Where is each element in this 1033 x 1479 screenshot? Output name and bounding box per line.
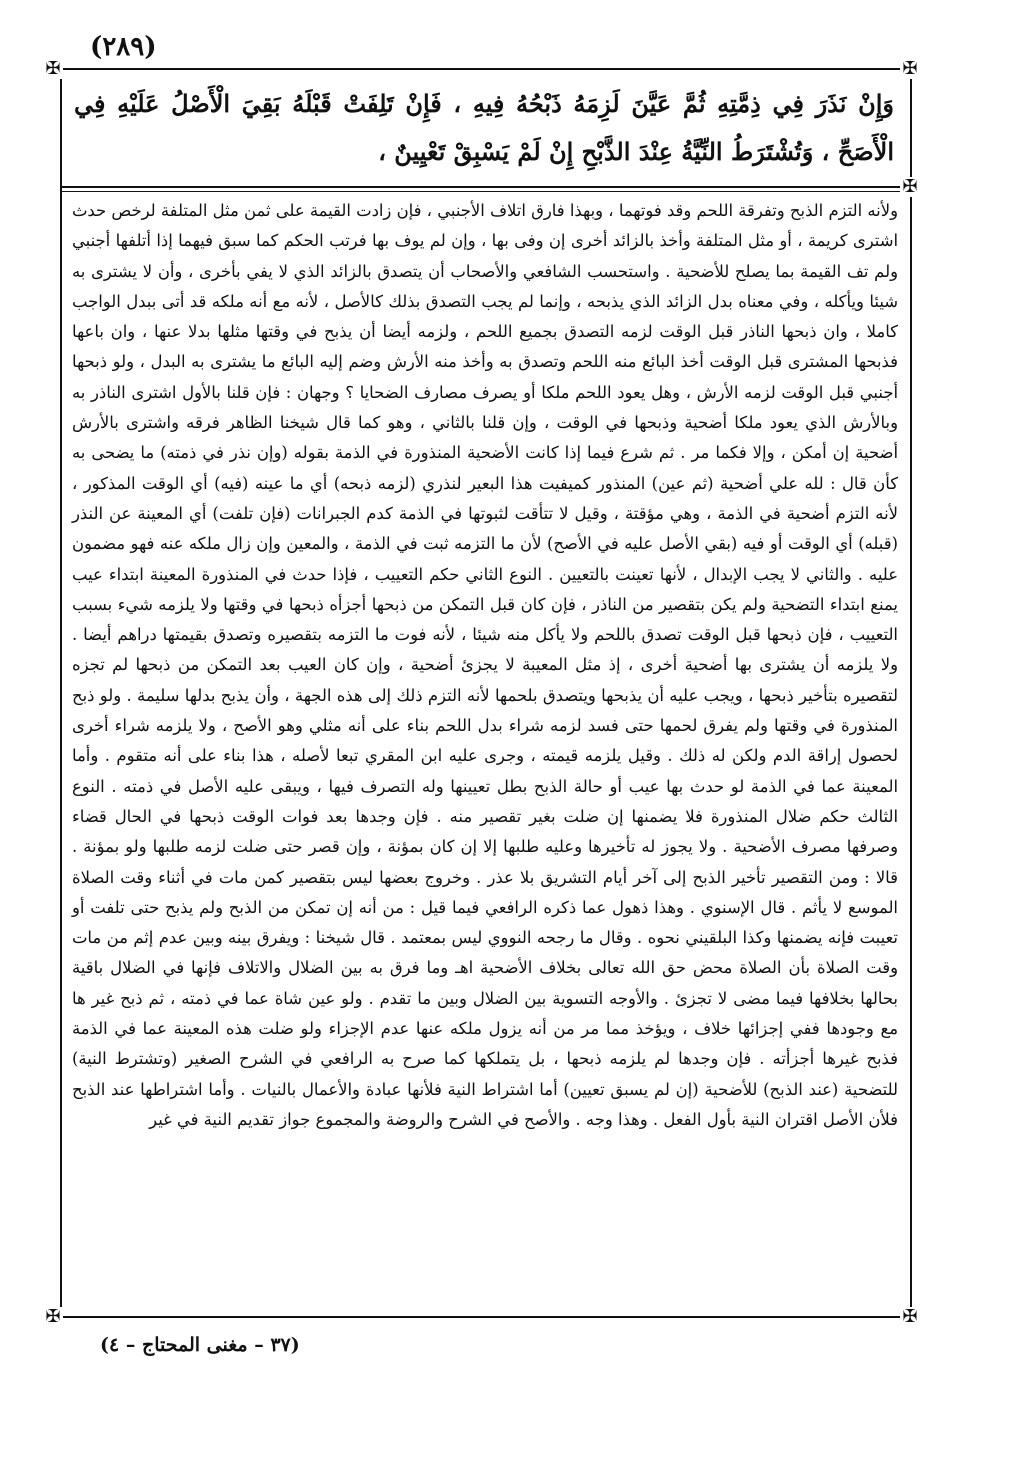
footer-signature: (٣٧ – مغنى المحتاج – ٤) xyxy=(100,1334,300,1356)
main-text: وَإِنْ نَذَرَ فِي ذِمَّتِهِ ثُمَّ عَيَّنَ لَزِمَهُ ذَبْحُهُ فِيهِ ، فَإِنْ تَلِفَتْ قَبْلَهُ بَقِيَ الْأَصْلُ عَلَيْهِ فِي الْأَصَحِّ ، وَتُشْتَرَطُ النِّيَّةُ عِنْدَ الذَّبْحِ إِنْ لَمْ يَسْبِقْ تَعْيِينٌ ، xyxy=(74,89,894,166)
ornament-icon: ✠ xyxy=(900,177,920,197)
section-divider xyxy=(60,186,912,192)
ornament-icon: ✠ xyxy=(43,1307,63,1327)
ornament-icon: ✠ xyxy=(43,59,63,79)
page-number: (٢٨٩) xyxy=(90,32,157,62)
commentary-text: ولأنه التزم الذبح وتفرقة اللحم وقد فوتهما ، وبهذا فارق اتلاف الأجنبي ، فإن زادت القيمة على ثمن مثل المتلفة لرخص حدث اشترى كريمة ، أو مثل المتلفة وأخذ بالزائد أخرى إن وفى بها ، وإن لم يوف بها فرتب الحكم كما سبق فيهما إذا أتلفها أجنبي ولم تف القيمة بما يصلح للأضحية . واستحسب الشافعي والأصحاب أن يتصدق بالزائد الذي لا يفي بأخرى ، وأن لا يشترى به شيئا ويأكله ، وفي معناه بدل الزائد الذي يذبحه ، وإنما لم يجب التصدق بذلك كالأصل ، لأنه مع أنه ملكه قد أتى ببدل الواجب كاملا ، وان ذبحها الناذر قبل الوقت لزمه التصدق بجميع اللحم ، ولزمه أيضا أن يذبح في وقتها مثلها بدلا عنها ، وان باعها فذبحها المشترى قبل الوقت أخذ البائع منه اللحم وتصدق به وأخذ منه الأرش وضم إليه البائع ما يشترى به البدل ، ولو ذبحها أجنبي قبل الوقت لزمه الأرش ، وهل يعود اللحم ملكا أو يصرف مصارف الضحايا ؟ وجهان : فإن قلنا بالأول اشترى الناذر به وبالأرش الذي يعود ملكا أضحية وذبحها في الوقت ، وإن قلنا بالثاني ، وهو كما قال شيخنا الظاهر فرقه واشترى بالأرش أضحية إن أمكن ، وإلا فكما مر . ثم شرع فيما إذا كانت الأضحية المنذورة في الذمة بقوله (وإن نذر في ذمته) ما يضحى به كأن قال : لله علي أضحية (ثم عين) المنذور كميفيت هذا البعير لنذري (لزمه ذبحه) أي ما عينه (فيه) أي الوقت المذكور ، لأنه التزم أضحية في الذمة ، وهي مؤقتة ، وقيل لا تتأقت لثبوتها في الذمة كدم الجبرانات (فإن تلفت) أي المعينة عن النذر (قبله) أي الوقت أو فيه (بقي الأصل عليه في الأصح) لأن ما التزمه ثبت في الذمة ، والمعين وإن زال ملكه عنه فهو مضمون عليه . والثاني لا يجب الإبدال ، لأنها تعينت بالتعيين . النوع الثاني حكم التعييب ، فإذا حدث في المنذورة المعينة ابتداء عيب يمنع ابتداء التضحية ولم يكن بتقصير من الناذر ، فإن كان قبل التمكن من ذبحها أجزأه ذبحها في وقتها ولا يلزمه شيء بسبب التعييب ، فإن ذبحها قبل الوقت تصدق باللحم ولا يأكل منه شيئا ، لأنه فوت ما التزمه بتقصيره وتصدق بقيمتها دراهم أيضا . ولا يلزمه أن يشترى بها أضحية أخرى ، إذ مثل المعيبة لا يجزئ أضحية ، وإن كان العيب بعد التمكن من ذبحها لم تجزه لتقصيره بتأخير ذبحها ، ويجب عليه أن يذبحها ويتصدق بلحمها لأنه التزم ذلك إلى هذه الجهة ، وأن يذبح بدلها سليمة . ولو ذبح المنذورة في وقتها ولم يفرق لحمها حتى فسد لزمه شراء بدل اللحم بناء على أنه مثلي وهو الأصح ، ولا يلزمه شراء أخرى لحصول إراقة الدم ولكن له ذلك . وقيل يلزمه قيمته ، وجرى عليه ابن المقري تبعا لأصله ، هذا بناء على أنه متقوم . وأما المعينة عما في الذمة لو حدث بها عيب أو حالة الذبح بطل تعيينها وله التصرف فيها ، ويبقى عليه الأصل في ذمته . النوع الثالث حكم ضلال المنذورة فلا يضمنها إن ضلت بغير تقصير منه . فإن وجدها بعد فوات الوقت ذبحها في الحال قضاء وصرفها مصرف الأضحية . ولا يجوز له تأخيرها وعليه طلبها إلا إن كان بمؤنة ، وإن قصر حتى ضلت لزمه طلبها ولو بمؤنة . قالا : ومن التقصير تأخير الذبح إلى آخر أيام التشريق بلا عذر . وخروج بعضها ليس بتقصير كمن مات في أثناء وقت الصلاة الموسع لا يأثم . قال الإسنوي . وهذا ذهول عما ذكره الرافعي فيما قيل : من أنه إن تمكن من الذبح ولم يذبح حتى تلفت أو تعيبت فإنه يضمنها وكذا البلقيني نحوه . وقال ما رجحه النووي ليس بمعتمد . قال شيخنا : ويفرق بينه وبين عدم إثم من مات وقت الصلاة بأن الصلاة محض حق الله تعالى بخلاف الأضحية اهـ وما فرق به بين الضلال والاتلاف فإنها في الضلال باقية بحالها بخلافها فيما مضى لا تجزئ . والأوجه التسوية بين الضلال وبين ما تقدم . ولو عين شاة عما في ذمته ، ثم ذبح غير ها مع وجودها ففي إجزائها خلاف ، ويؤخذ مما مر من أنه يزول ملكه عنها عدم الإجزاء ولو ضلت هذه المعينة عما في الذمة فذبح غيرها أجزأته . فإن وجدها لم يلزمه ذبحها ، بل يتملكها كما صرح به الرافعي في الشرح الصغير (وتشترط النية) للتضحية (عند الذبح) للأضحية (إن لم يسبق تعيين) أما اشتراط النية فلأنها عبادة والأعمال بالنيات . وأما اشتراطها عند الذبح فلأن الأصل اقتران النية بأول الفعل . وهذا وجه . والأصح في الشرح والروضة والمجموع جواز تقديم النية في غير xyxy=(72,201,898,1129)
bottom-rule xyxy=(60,1316,912,1318)
top-rule xyxy=(60,68,912,70)
ornament-icon: ✠ xyxy=(900,59,920,79)
ornament-icon: ✠ xyxy=(900,1307,920,1327)
